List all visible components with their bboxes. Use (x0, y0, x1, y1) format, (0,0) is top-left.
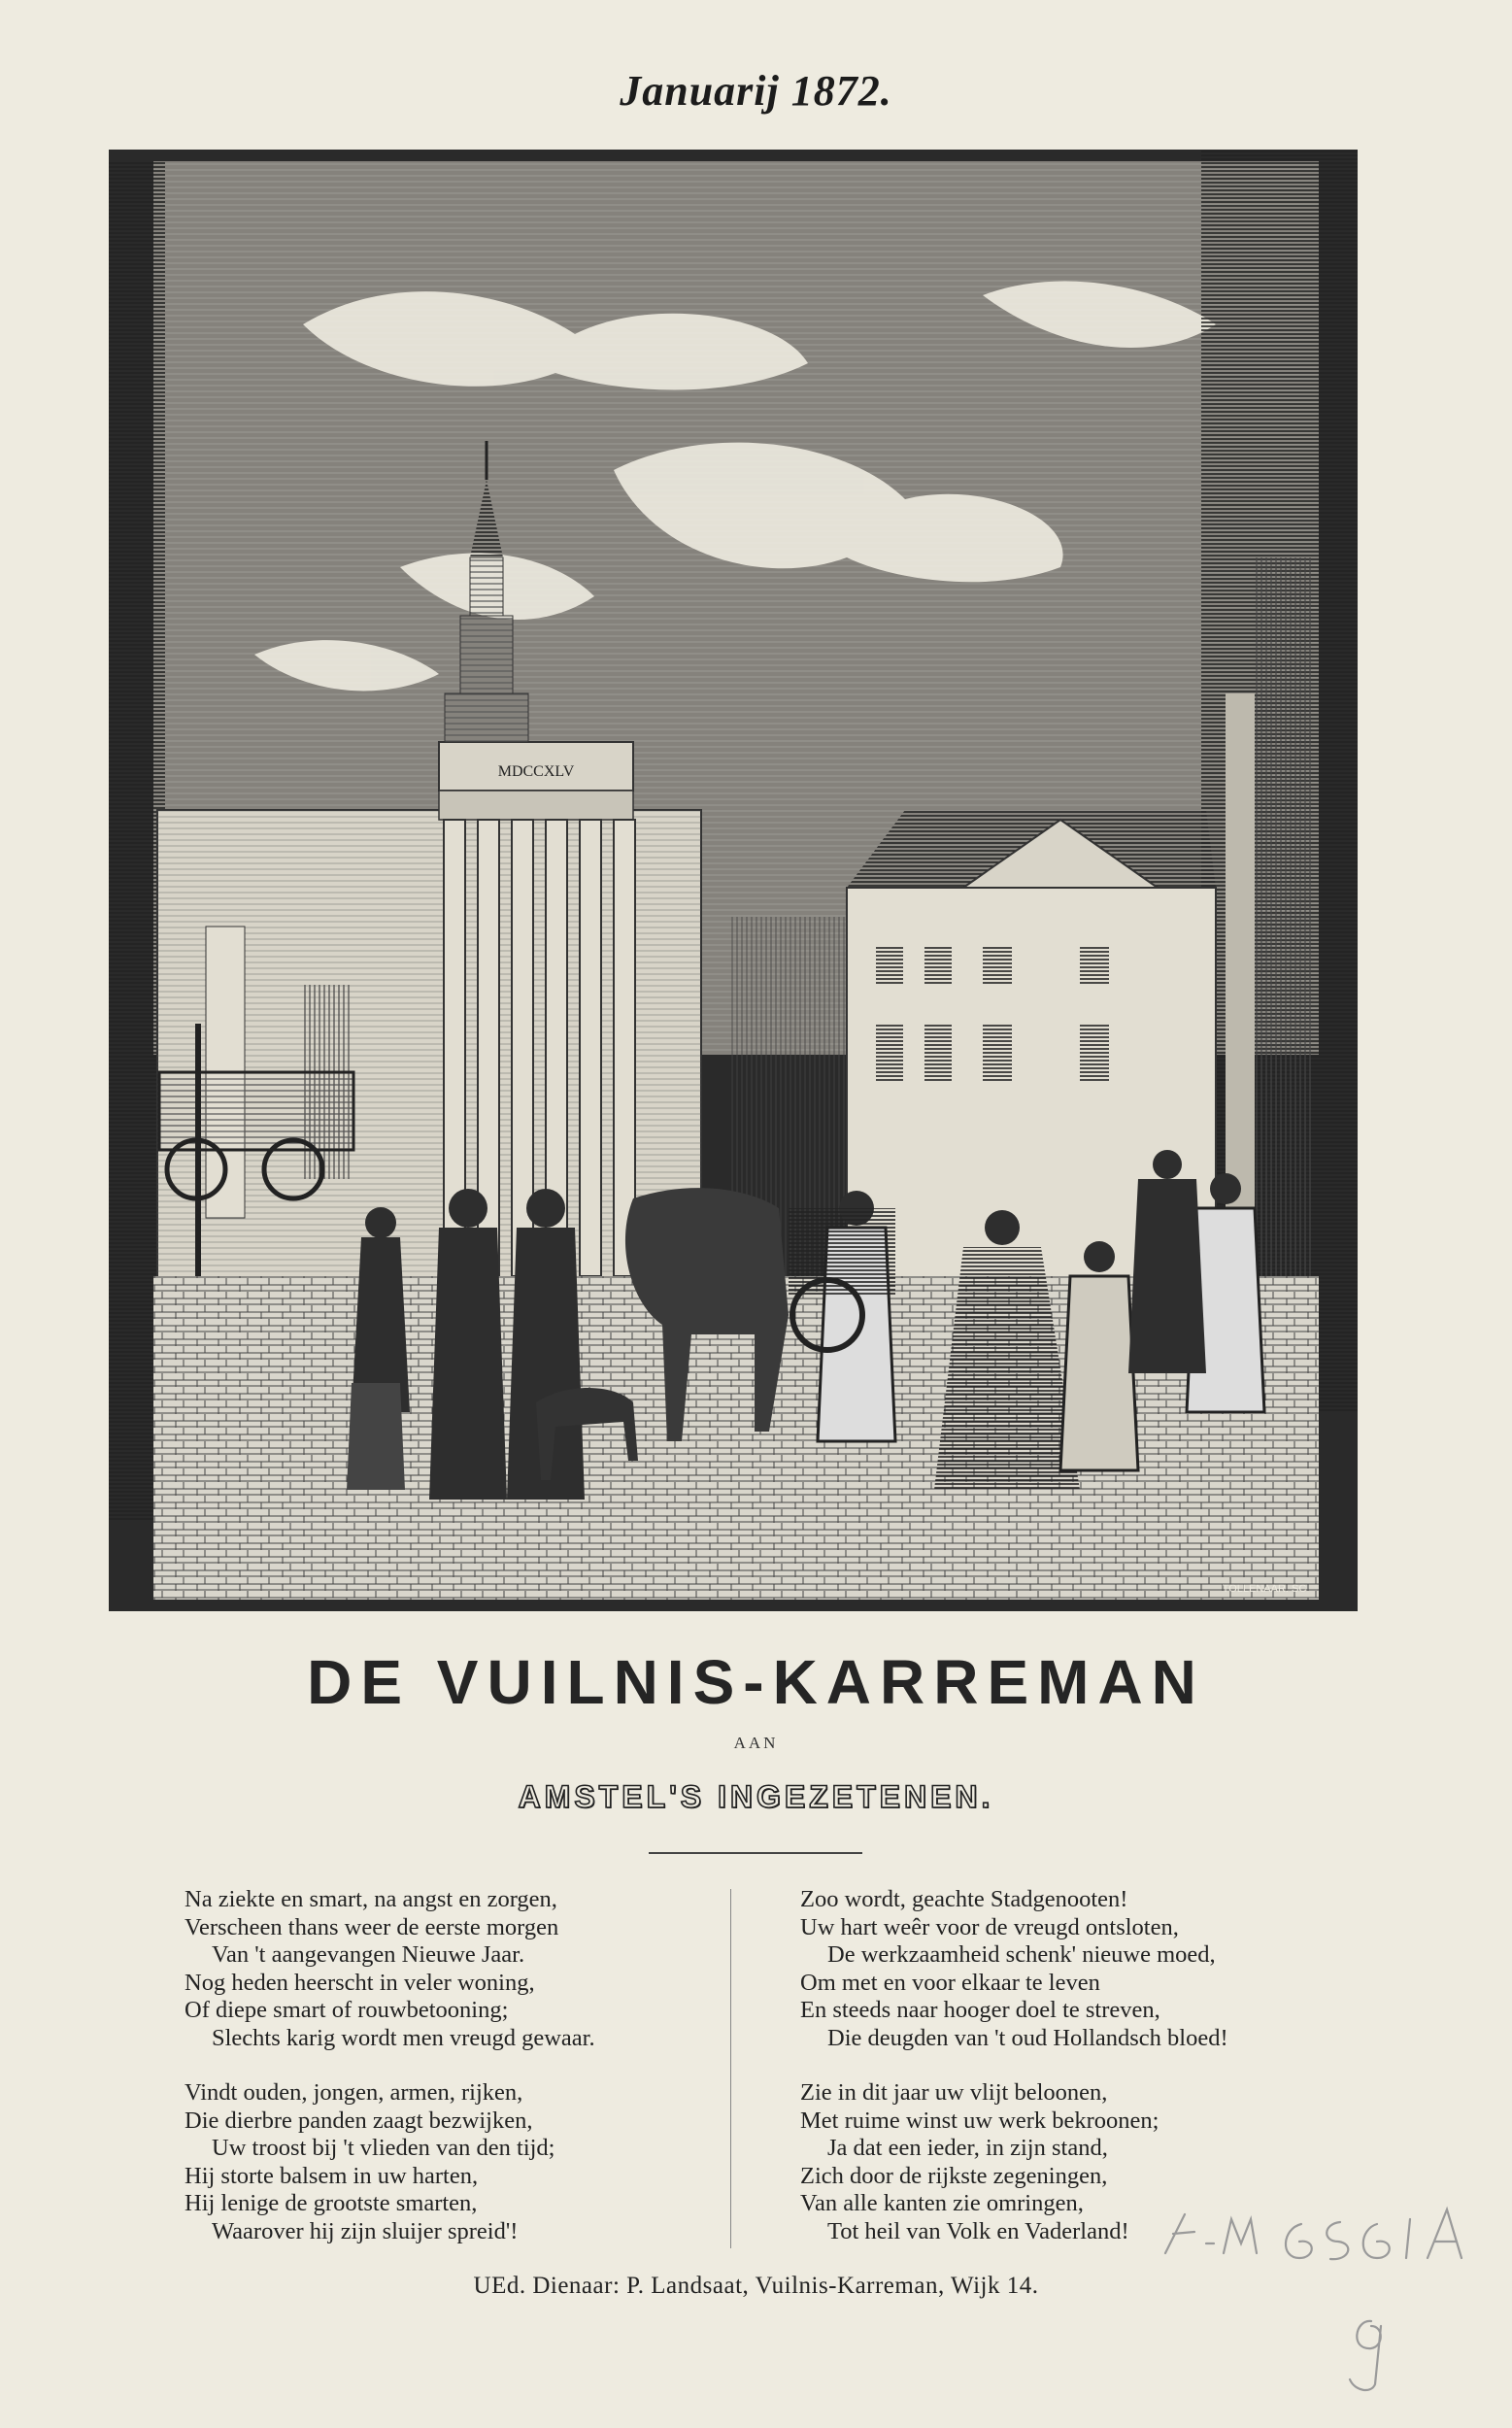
author-signature: UEd. Dienaar: P. Landsaat, Vuilnis-Karreman, Wijk 14. (473, 2273, 1039, 2299)
poem-line: Die deugden van 't oud Hollandsch bloed! (827, 2024, 1228, 2051)
poem-line: Die dierbre panden zaagt bezwijken, (185, 2107, 533, 2134)
poem-title: DE VUILNIS-KARREMAN (307, 1647, 1205, 1717)
poem-line: Zoo wordt, geachte Stadgenooten! (800, 1886, 1128, 1912)
poem-line: Van alle kanten zie omringen, (800, 2190, 1084, 2216)
poem-line: Hij lenige de grootste smarten, (185, 2190, 478, 2216)
poem-line: Uw hart weêr voor de vreugd ontsloten, (800, 1913, 1179, 1940)
stanza-left-1 (185, 1886, 595, 2052)
poem-line: Nog heden heerscht in veler woning, (185, 1969, 535, 1996)
poem-subtitle: AMSTEL'S INGEZETENEN. (518, 1779, 994, 1814)
stanza-right-1 (800, 1886, 1228, 2052)
poem-line: Ja dat een ieder, in zijn stand, (827, 2135, 1108, 2161)
column-divider (730, 1889, 731, 2248)
poem-line: Verscheen thans weer de eerste morgen (185, 1913, 559, 1940)
poem-line: Of diepe smart of rouwbetooning; (185, 1997, 509, 2023)
poem-line: Slechts karig wordt men vreugd gewaar. (212, 2024, 595, 2051)
poem-line: Zie in dit jaar uw vlijt beloonen, (800, 2079, 1108, 2106)
poem-line: Met ruime winst uw werk bekroonen; (800, 2107, 1159, 2134)
poem-line: Vindt ouden, jongen, armen, rijken, (185, 2079, 523, 2106)
poem-line: De werkzaamheid schenk' nieuwe moed, (827, 1941, 1216, 1968)
engraver-signature: TOLLENAAR. SC (1222, 1583, 1307, 1595)
poem-line: Om met en voor elkaar te leven (800, 1969, 1100, 1996)
title-rule (649, 1852, 862, 1854)
poem-line: Tot heil van Volk en Vaderland! (827, 2217, 1129, 2244)
poem-line: Na ziekte en smart, na angst en zorgen, (185, 1886, 557, 1912)
stanza-left-2 (185, 2079, 555, 2245)
title-connector: AAN (733, 1734, 779, 1752)
poem-line: Hij storte balsem in uw harten, (185, 2162, 479, 2189)
poem-line: Uw troost bij 't vlieden van den tijd; (212, 2135, 555, 2161)
poem-line: Van 't aangevangen Nieuwe Jaar. (212, 1941, 525, 1968)
stanza-right-2 (800, 2079, 1159, 2245)
engraving-illustration (109, 150, 1358, 1611)
poem-line: Waarover hij zijn sluijer spreid'! (212, 2217, 519, 2244)
pencil-annotation (1156, 2205, 1476, 2399)
poem-line: Zich door de rijkste zegeningen, (800, 2162, 1108, 2189)
poem-line: En steeds naar hooger doel te streven, (800, 1997, 1160, 2023)
header-date: Januarij 1872. (620, 67, 892, 115)
building-inscription: MDCCXLV (497, 763, 575, 780)
